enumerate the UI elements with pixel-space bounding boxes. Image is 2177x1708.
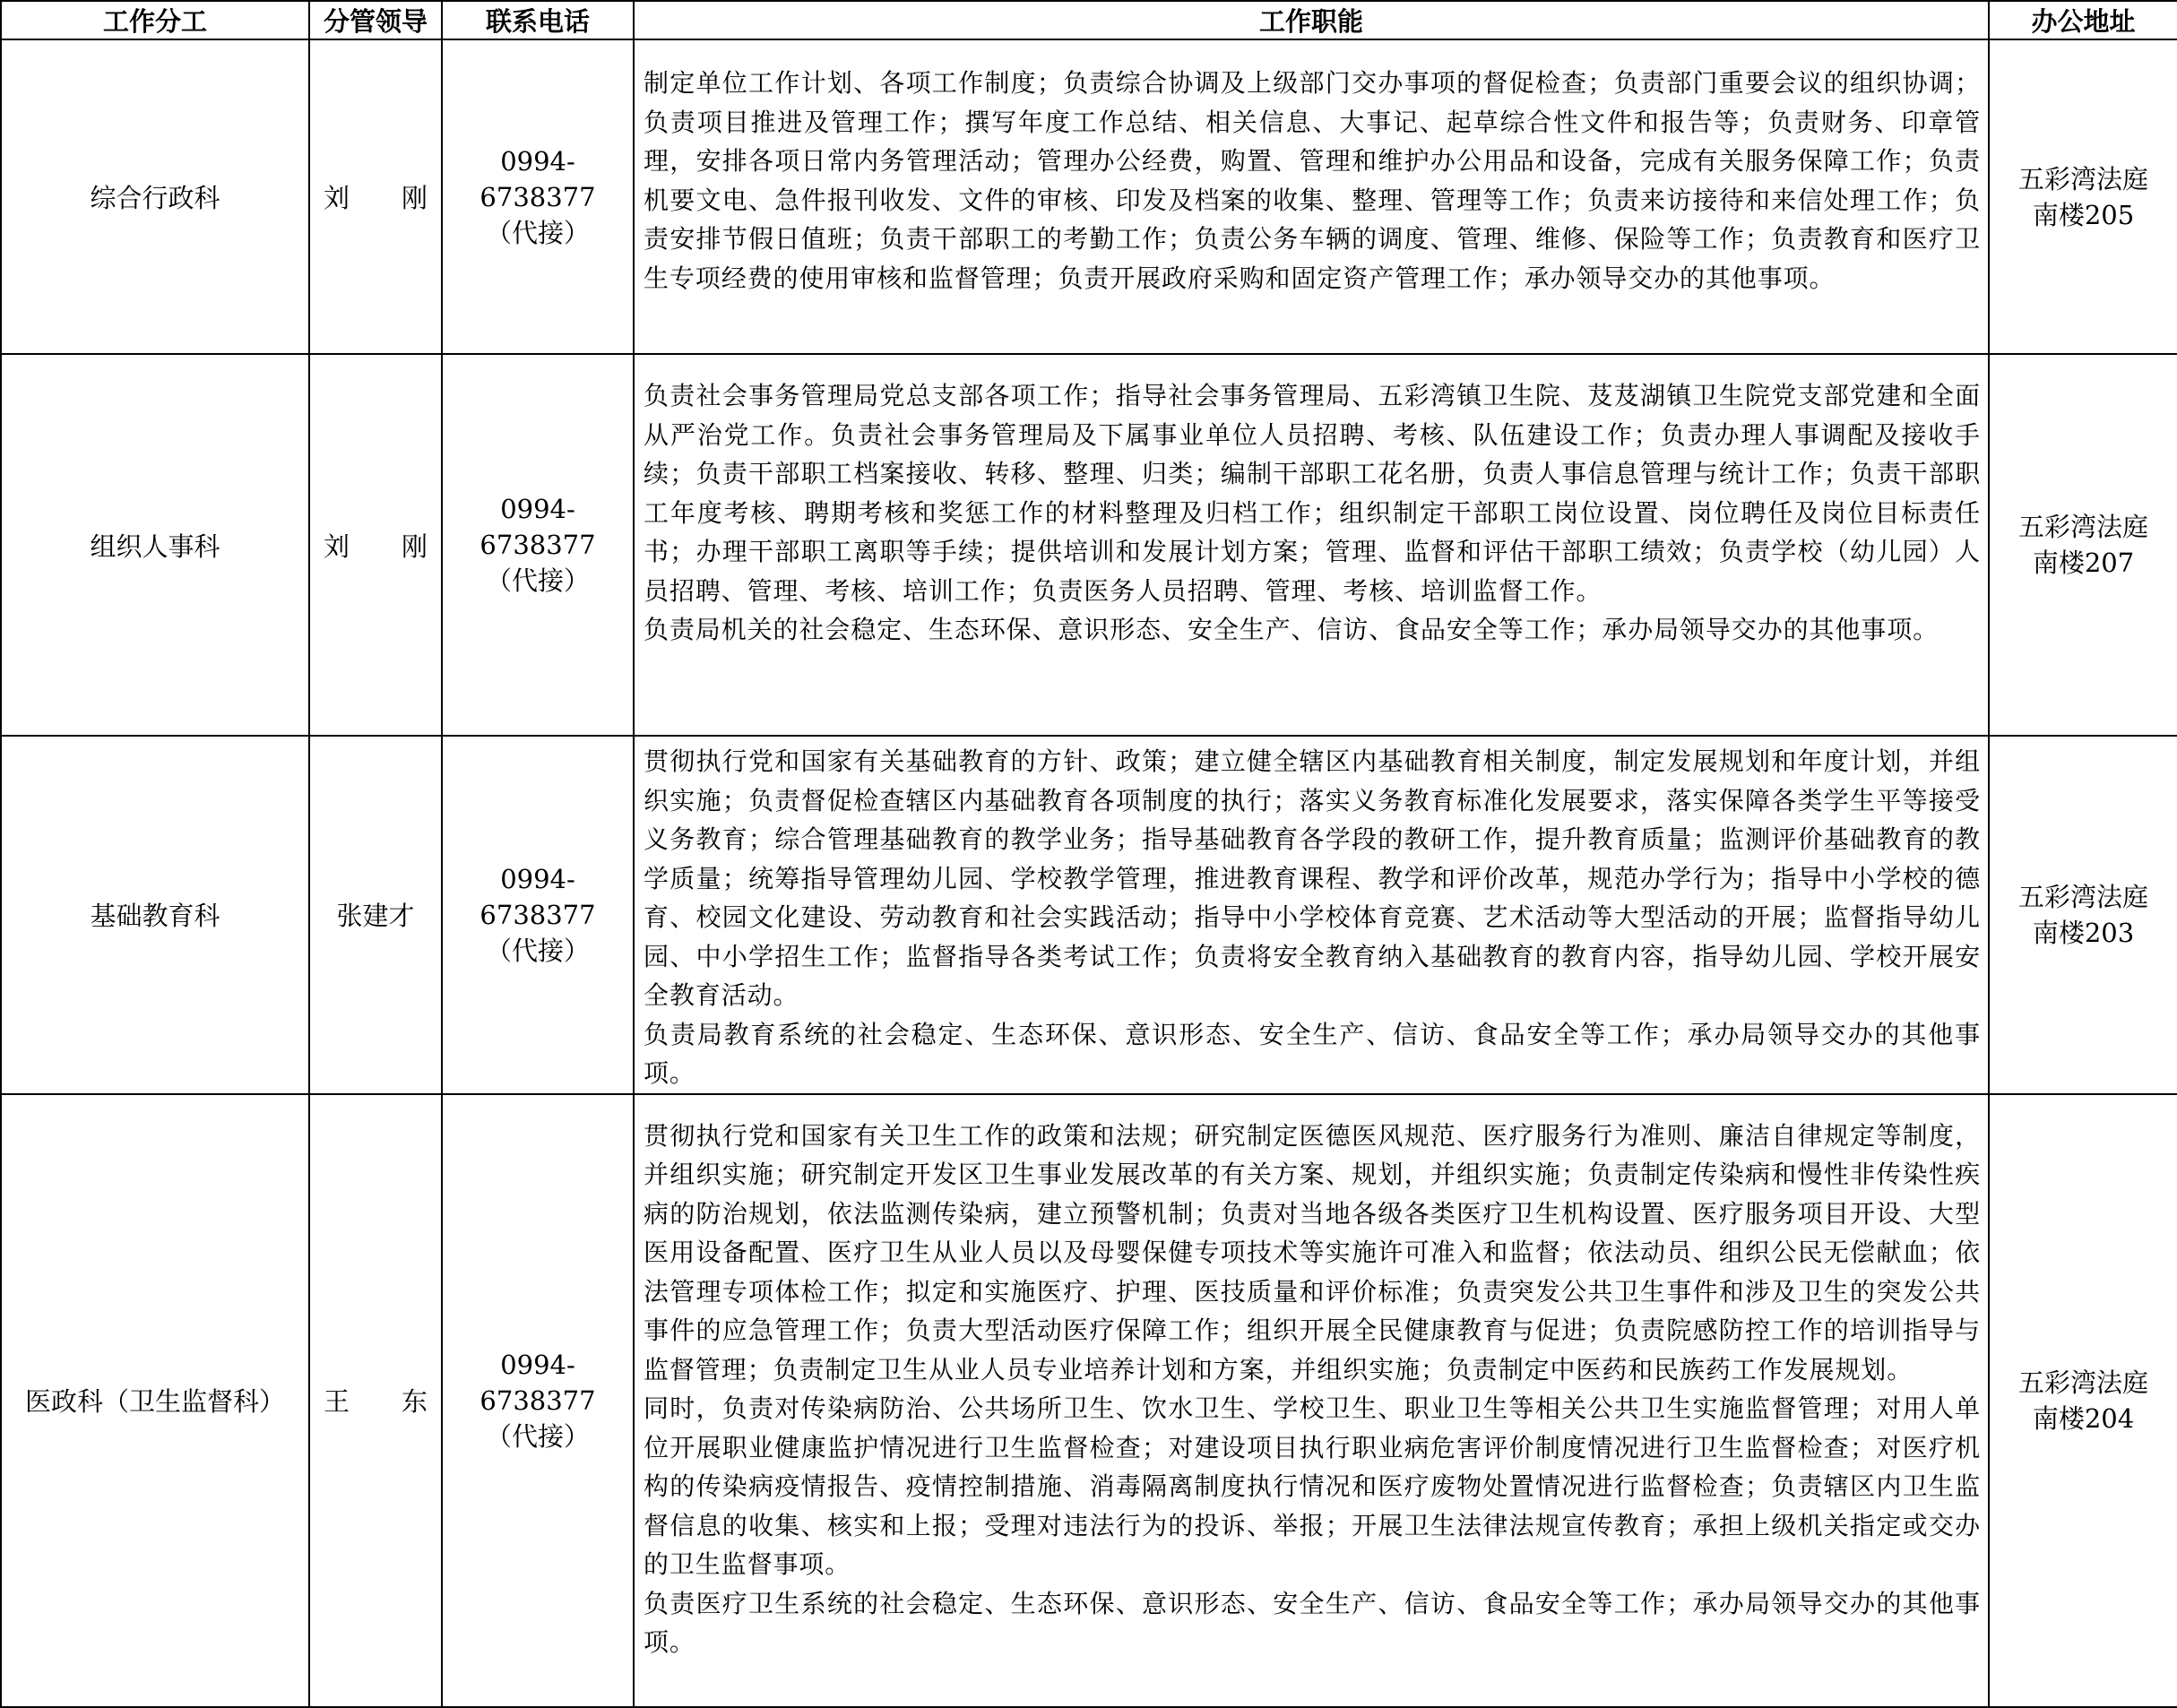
table-row	[1, 354, 2177, 736]
duties-paragraph: 贯彻执行党和国家有关基础教育的方针、政策；建立健全辖区内基础教育相关制度，制定发展规划和年度计划，并组织实施；负责督促检查辖区内基础教育各项制度的执行；落实义务教育标准化发展要求，落实保障各类学生平等接受义务教育；综合管理基础教育的教学业务；指导基础教育各学段的教研工作，提升教育质量；监测评价基础教育的教学质量；统筹指导管理幼儿园、学校教学管理，推进教育课程、教学和评价改革，规范办学行为；指导中小学校的德育、校园文化建设、劳动教育和社会实践活动；指导中小学校体育竞赛、艺术活动等大型活动的开展；监督指导幼儿园、中小学招生工作；监督指导各类考试工作；负责将安全教育纳入基础教育的教育内容，指导幼儿园、学校开展安全教育活动。	[644, 746, 1981, 1010]
duties-paragraph: 负责医疗卫生系统的社会稳定、生态环保、意识形态、安全生产、信访、食品安全等工作；承办局领导交办的其他事项。	[644, 1588, 1981, 1657]
address-cell	[1989, 354, 2177, 736]
address-line-1: 五彩湾法庭	[2017, 163, 2148, 194]
phone-number: 0994-6738377	[479, 1349, 596, 1416]
duties-paragraph: 制定单位工作计划、各项工作制度；负责综合协调及上级部门交办事项的督促检查；负责部门重要会议的组织协调；负责项目推进及管理工作；撰写年度工作总结、相关信息、大事记、起草综合性文件和报告等；负责财务、印章管理，安排各项日常内务管理活动；管理办公经费，购置、管理和维护办公用品和设备，完成有关服务保障工作；负责机要文电、急件报刊收发、文件的审核、印发及档案的收集、整理、管理等工作；负责来访接待和来信处理工作；负责安排节假日值班；负责干部职工的考勤工作；负责公务车辆的调度、管理、维修、保险等工作；负责教育和医疗卫生专项经费的使用审核和监督管理；负责开展政府采购和固定资产管理工作；承办领导交办的其他事项。	[644, 68, 1981, 293]
duties-paragraph: 贯彻执行党和国家有关卫生工作的政策和法规；研究制定医德医风规范、医疗服务行为准则、廉洁自律规定等制度，并组织实施；研究制定开发区卫生事业发展改革的有关方案、规划，并组织实施；负责制定传染病和慢性非传染性疾病的防治规划，依法监测传染病，建立预警机制；负责对当地各级各类医疗卫生机构设置、医疗服务项目开设、大型医用设备配置、医疗卫生从业人员以及母婴保健专项技术等实施许可准入和监督；依法动员、组织公民无偿献血；依法管理专项体检工作；拟定和实施医疗、护理、医技质量和评价标准；负责突发公共卫生事件和涉及卫生的突发公共事件的应急管理工作；负责大型活动医疗保障工作；组织开展全民健康教育与促进；负责院感防控工作的培训指导与监督管理；负责制定卫生从业人员专业培养计划和方案，并组织实施；负责制定中医药和民族药工作发展规划。	[644, 1120, 1981, 1385]
leader-cell: 张建才	[309, 736, 442, 1094]
phone-cell	[442, 39, 634, 354]
header-row	[1, 1, 2177, 39]
address-line-2: 南楼207	[2032, 548, 2135, 578]
leader-cell: 刘 刚	[309, 39, 442, 354]
address-line-1: 五彩湾法庭	[2017, 1367, 2148, 1398]
phone-note: （代接）	[485, 565, 590, 596]
table-row	[1, 1094, 2177, 1707]
leader-cell: 刘 刚	[309, 354, 442, 736]
phone-cell	[442, 354, 634, 736]
duties-cell	[634, 736, 1989, 1094]
address-line-2: 南楼203	[2032, 917, 2135, 948]
duties-paragraph: 负责社会事务管理局党总支部各项工作；指导社会事务管理局、五彩湾镇卫生院、芨芨湖镇卫生院党支部党建和全面从严治党工作。负责社会事务管理局及下属事业单位人员招聘、考核、队伍建设工作；负责办理人事调配及接收手续；负责干部职工档案接收、转移、整理、归类；编制干部职工花名册，负责人事信息管理与统计工作；负责干部职工年度考核、聘期考核和奖惩工作的材料整理及归档工作；组织制定干部职工岗位设置、岗位聘任及岗位目标责任书；办理干部职工离职等手续；提供培训和发展计划方案；管理、监督和评估干部职工绩效；负责学校（幼儿园）人员招聘、管理、考核、培训工作；负责医务人员招聘、管理、考核、培训监督工作。	[644, 381, 1981, 606]
table-row	[1, 39, 2177, 354]
header-duties: 工作职能	[634, 1, 1989, 39]
leader-cell: 王 东	[309, 1094, 442, 1707]
phone-note: （代接）	[485, 217, 590, 248]
address-cell	[1989, 1094, 2177, 1707]
duties-paragraph: 负责局教育系统的社会稳定、生态环保、意识形态、安全生产、信访、食品安全等工作；承办局领导交办的其他事项。	[644, 1019, 1981, 1088]
address-line-2: 南楼205	[2032, 199, 2135, 230]
address-line-1: 五彩湾法庭	[2017, 881, 2148, 912]
address-cell	[1989, 736, 2177, 1094]
phone-cell	[442, 1094, 634, 1707]
address-line-1: 五彩湾法庭	[2017, 512, 2148, 542]
header-division: 工作分工	[1, 1, 309, 39]
division-cell: 综合行政科	[1, 39, 309, 354]
duties-paragraph: 负责局机关的社会稳定、生态环保、意识形态、安全生产、信访、食品安全等工作；承办局领导交办的其他事项。	[644, 615, 1939, 644]
table-row	[1, 736, 2177, 1094]
phone-number: 0994-6738377	[479, 863, 596, 930]
header-leader: 分管领导	[309, 1, 442, 39]
address-cell	[1989, 39, 2177, 354]
phone-cell	[442, 736, 634, 1094]
division-cell: 组织人事科	[1, 354, 309, 736]
phone-note: （代接）	[485, 1420, 590, 1452]
division-cell: 基础教育科	[1, 736, 309, 1094]
duties-cell	[634, 354, 1989, 736]
phone-note: （代接）	[485, 935, 590, 966]
division-cell: 医政科（卫生监督科）	[1, 1094, 309, 1707]
duties-cell	[634, 1094, 1989, 1707]
address-line-2: 南楼204	[2032, 1402, 2135, 1434]
header-phone: 联系电话	[442, 1, 634, 39]
duties-paragraph: 同时，负责对传染病防治、公共场所卫生、饮水卫生、学校卫生、职业卫生等相关公共卫生实施监督管理；对用人单位开展职业健康监护情况进行卫生监督检查；对建设项目执行职业病危害评价制度情况进行卫生监督检查；对医疗机构的传染病疫情报告、疫情控制措施、消毒隔离制度执行情况和医疗废物处置情况进行监督检查；负责辖区内卫生监督信息的收集、核实和上报；受理对违法行为的投诉、举报；开展卫生法律法规宣传教育；承担上级机关指定或交办的卫生监督事项。	[644, 1393, 1981, 1579]
duties-cell	[634, 39, 1989, 354]
phone-number: 0994-6738377	[479, 145, 596, 212]
header-address: 办公地址	[1989, 1, 2177, 39]
phone-number: 0994-6738377	[479, 494, 596, 560]
